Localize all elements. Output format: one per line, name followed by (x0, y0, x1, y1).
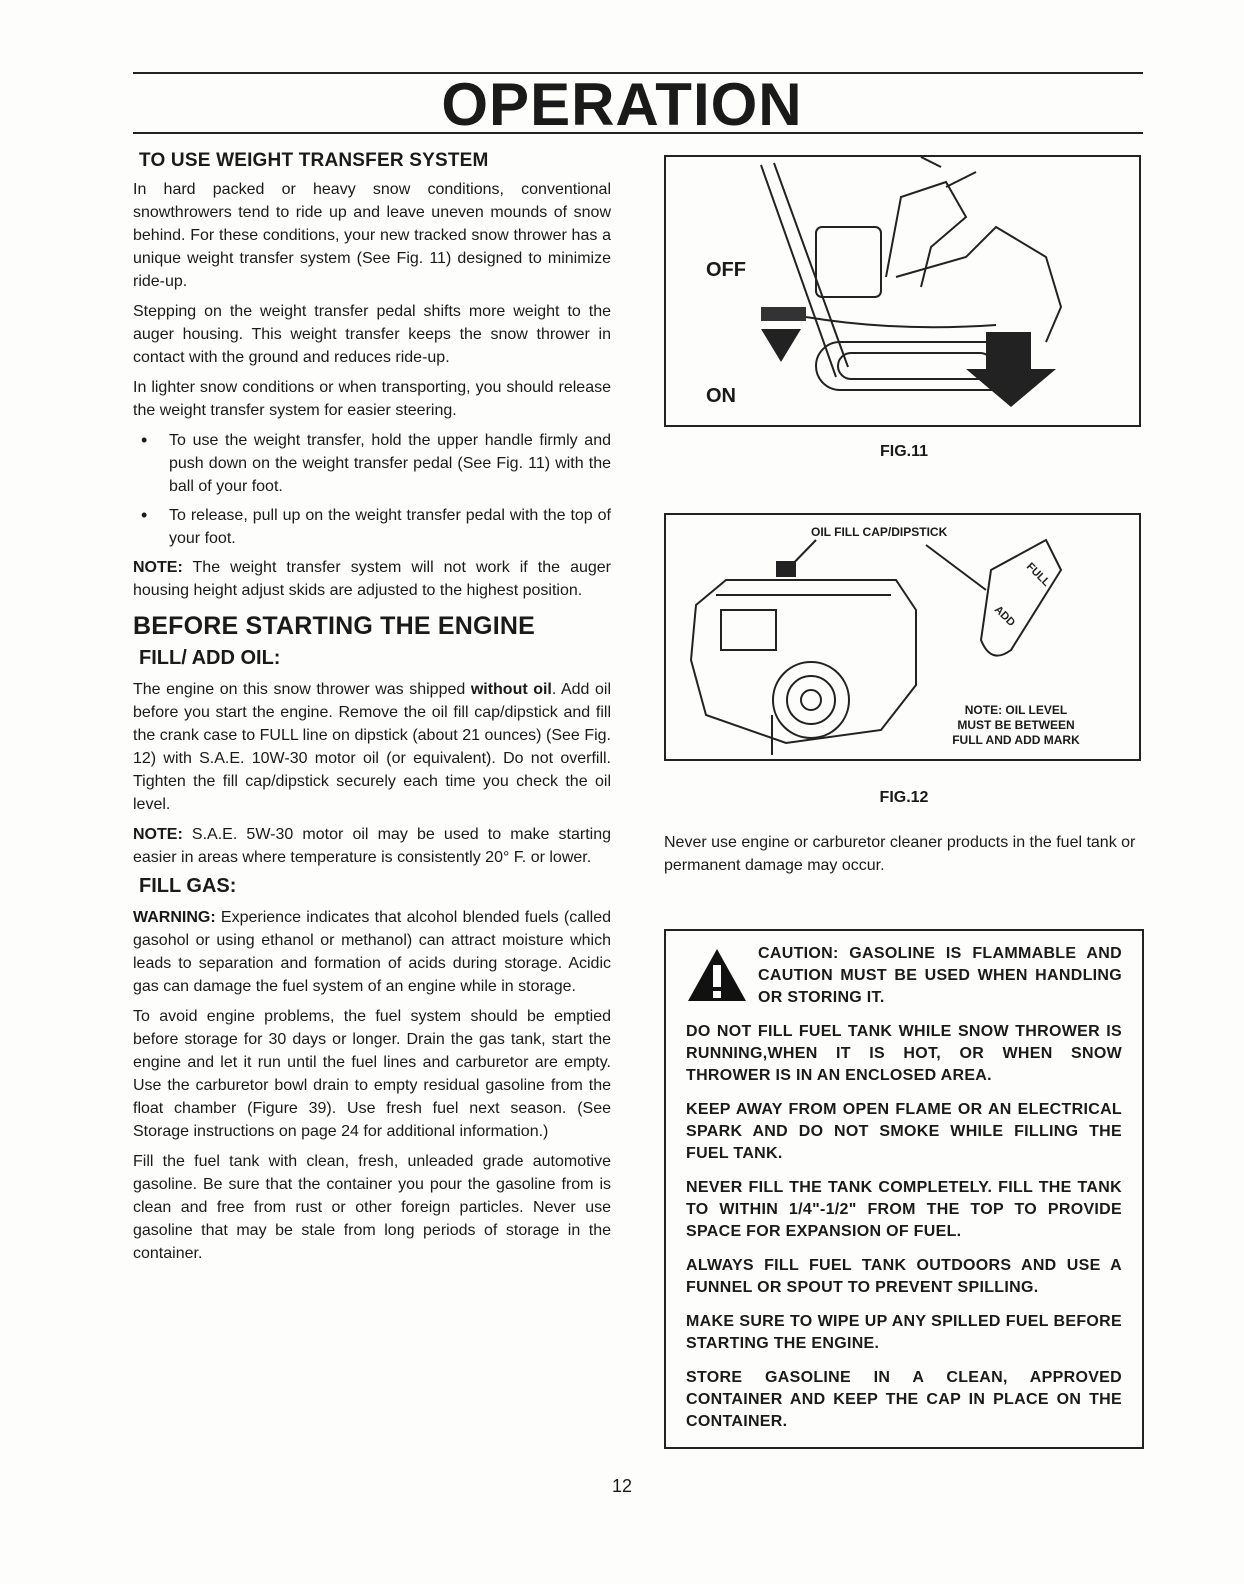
fig11-caption: FIG.11 (879, 443, 929, 460)
fig12-callout-label: OIL FILL CAP/DIPSTICK (811, 525, 948, 539)
note-label: NOTE: (133, 559, 183, 576)
weight-transfer-note (133, 556, 611, 602)
header-bottom-rule (133, 132, 1143, 134)
right-column (664, 155, 1144, 1449)
warning-text: Experience indicates that alcohol blended fuels (called gasohol or using ethanol or methanol) can attract moisture which leads to separation and formation of acids during storage. Acidic gas can damage the fuel system of an engine while in storage. (133, 909, 611, 995)
warning-label: WARNING: (133, 909, 216, 926)
weight-transfer-paragraph: Stepping on the weight transfer pedal shifts more weight to the auger housing. This weight transfer keeps the snow thrower in contact with the ground and reduces ride-up. (133, 303, 611, 366)
fig12-caption: FIG.12 (879, 789, 929, 806)
snow-thrower-illustration (666, 157, 1139, 425)
cleaner-warning-paragraph: Never use engine or carburetor cleaner products in the fuel tank or permanent damage may occur. (664, 834, 1136, 874)
note-label: NOTE: (133, 826, 183, 843)
note-text: S.A.E. 5W-30 motor oil may be used to make starting easier in areas where temperature is consistently 20° F. or lower. (133, 826, 611, 866)
fill-oil-text: . Add oil before you start the engine. Remove the oil fill cap/dipstick and fill the crank case to FULL line on dipstick (about 21 ounces) (See Fig. 12) with S.A.E. 10W-30 motor oil (or equivalent). Do not overfill. Tighten the fill cap/dipstick securely each time you check the oil level. (133, 681, 612, 813)
bullet-item: • To use the weight transfer, hold the upper handle firmly and push down on the weight transfer pedal (See Fig. 11) with the ball of your foot. (133, 429, 611, 498)
warning-triangle-icon (686, 947, 748, 1003)
on-arrow-head-icon (966, 369, 1056, 407)
weight-transfer-pedal (761, 307, 806, 321)
fill-gas-heading: FILL GAS: (139, 875, 237, 897)
before-starting-heading: BEFORE STARTING THE ENGINE (133, 612, 535, 640)
fill-oil-text: The engine on this snow thrower was shipped (133, 681, 471, 698)
on-arrow-shaft-icon (986, 332, 1031, 372)
bullet-item: • To release, pull up on the weight transfer pedal with the top of your foot. (133, 504, 611, 550)
fig12-oil-level-note (916, 703, 1116, 748)
oil-level-note-line: MUST BE BETWEEN (957, 718, 1075, 732)
caution-item: STORE GASOLINE IN A CLEAN, APPROVED CONTAINER AND KEEP THE CAP IN PLACE ON THE CONTAINER. (686, 1369, 1122, 1430)
note-text: The weight transfer system will not work if the auger housing height adjust skids are adjusted to the highest position. (133, 559, 611, 599)
dipstick-cap-icon (776, 561, 796, 577)
weight-transfer-bullets (133, 429, 611, 550)
fill-gas-paragraph: Fill the fuel tank with clean, fresh, unleaded grade automotive gasoline. Be sure that the container you pour the gasoline from is clean and free from rust or other foreign particles. Never use gasoline that may be stale from long periods of storage in the container. (133, 1153, 611, 1262)
caution-item: KEEP AWAY FROM OPEN FLAME OR AN ELECTRICAL SPARK AND DO NOT SMOKE WHILE FILLING THE FUEL TANK. (686, 1101, 1122, 1162)
caution-item: ALWAYS FILL FUEL TANK OUTDOORS AND USE A FUNNEL OR SPOUT TO PREVENT SPILLING. (686, 1257, 1122, 1296)
weight-transfer-heading: TO USE WEIGHT TRANSFER SYSTEM (139, 150, 489, 171)
fill-oil-emphasis: without oil (470, 681, 552, 698)
figure-11-frame (664, 155, 1141, 427)
fill-oil-heading: FILL/ ADD OIL: (139, 647, 281, 669)
fill-gas-warning (133, 906, 611, 998)
figure-12-frame (664, 513, 1141, 761)
fig11-off-label: OFF (706, 259, 746, 281)
caution-item: NEVER FILL THE TANK COMPLETELY. FILL THE TANK TO WITHIN 1/4"-1/2" FROM THE TOP TO PROVIDE SPACE FOR EXPANSION OF FUEL. (686, 1179, 1122, 1240)
caution-header (686, 943, 1122, 1009)
left-column (133, 150, 611, 1272)
caution-item: MAKE SURE TO WIPE UP ANY SPILLED FUEL BEFORE STARTING THE ENGINE. (686, 1313, 1122, 1352)
oil-level-note-line: NOTE: OIL LEVEL (964, 703, 1068, 717)
fill-oil-note (133, 823, 611, 869)
dipstick-full-label: FULL (1023, 560, 1053, 589)
weight-transfer-paragraph: In hard packed or heavy snow conditions, conventional snowthrowers tend to ride up and leave uneven mounds of snow behind. For these conditions, your new tracked snow thrower has a unique weight transfer system (See Fig. 11) designed to minimize ride-up. (133, 181, 611, 290)
caution-box (664, 929, 1144, 1449)
oil-level-note-line: FULL AND ADD MARK (952, 733, 1080, 747)
fill-oil-paragraph (133, 678, 611, 816)
fill-gas-paragraph: To avoid engine problems, the fuel system should be emptied before storage for 30 days or longer. Drain the gas tank, start the engine and let it run until the fuel lines and carburetor are empty. Use the carburetor bowl drain to empty residual gasoline from the float chamber (Figure 39). Use fresh fuel next season. (See Storage instructions on page 24 for additional information.) (133, 1008, 611, 1140)
fig11-on-label: ON (706, 385, 736, 407)
caution-header-text: CAUTION: GASOLINE IS FLAMMABLE AND CAUTION MUST BE USED WHEN HANDLING OR STORING IT. (758, 945, 1122, 1006)
dipstick-add-label: ADD (991, 603, 1018, 629)
caution-item: DO NOT FILL FUEL TANK WHILE SNOW THROWER IS RUNNING,WHEN IT IS HOT, OR WHEN SNOW THROWER IS IN AN ENCLOSED AREA. (686, 1023, 1122, 1084)
page-title: OPERATION (441, 71, 803, 138)
weight-transfer-paragraph: In lighter snow conditions or when transporting, you should release the weight transfer system for easier steering. (133, 379, 611, 419)
off-arrow-icon (761, 329, 801, 362)
page-number: 12 (611, 1476, 633, 1496)
